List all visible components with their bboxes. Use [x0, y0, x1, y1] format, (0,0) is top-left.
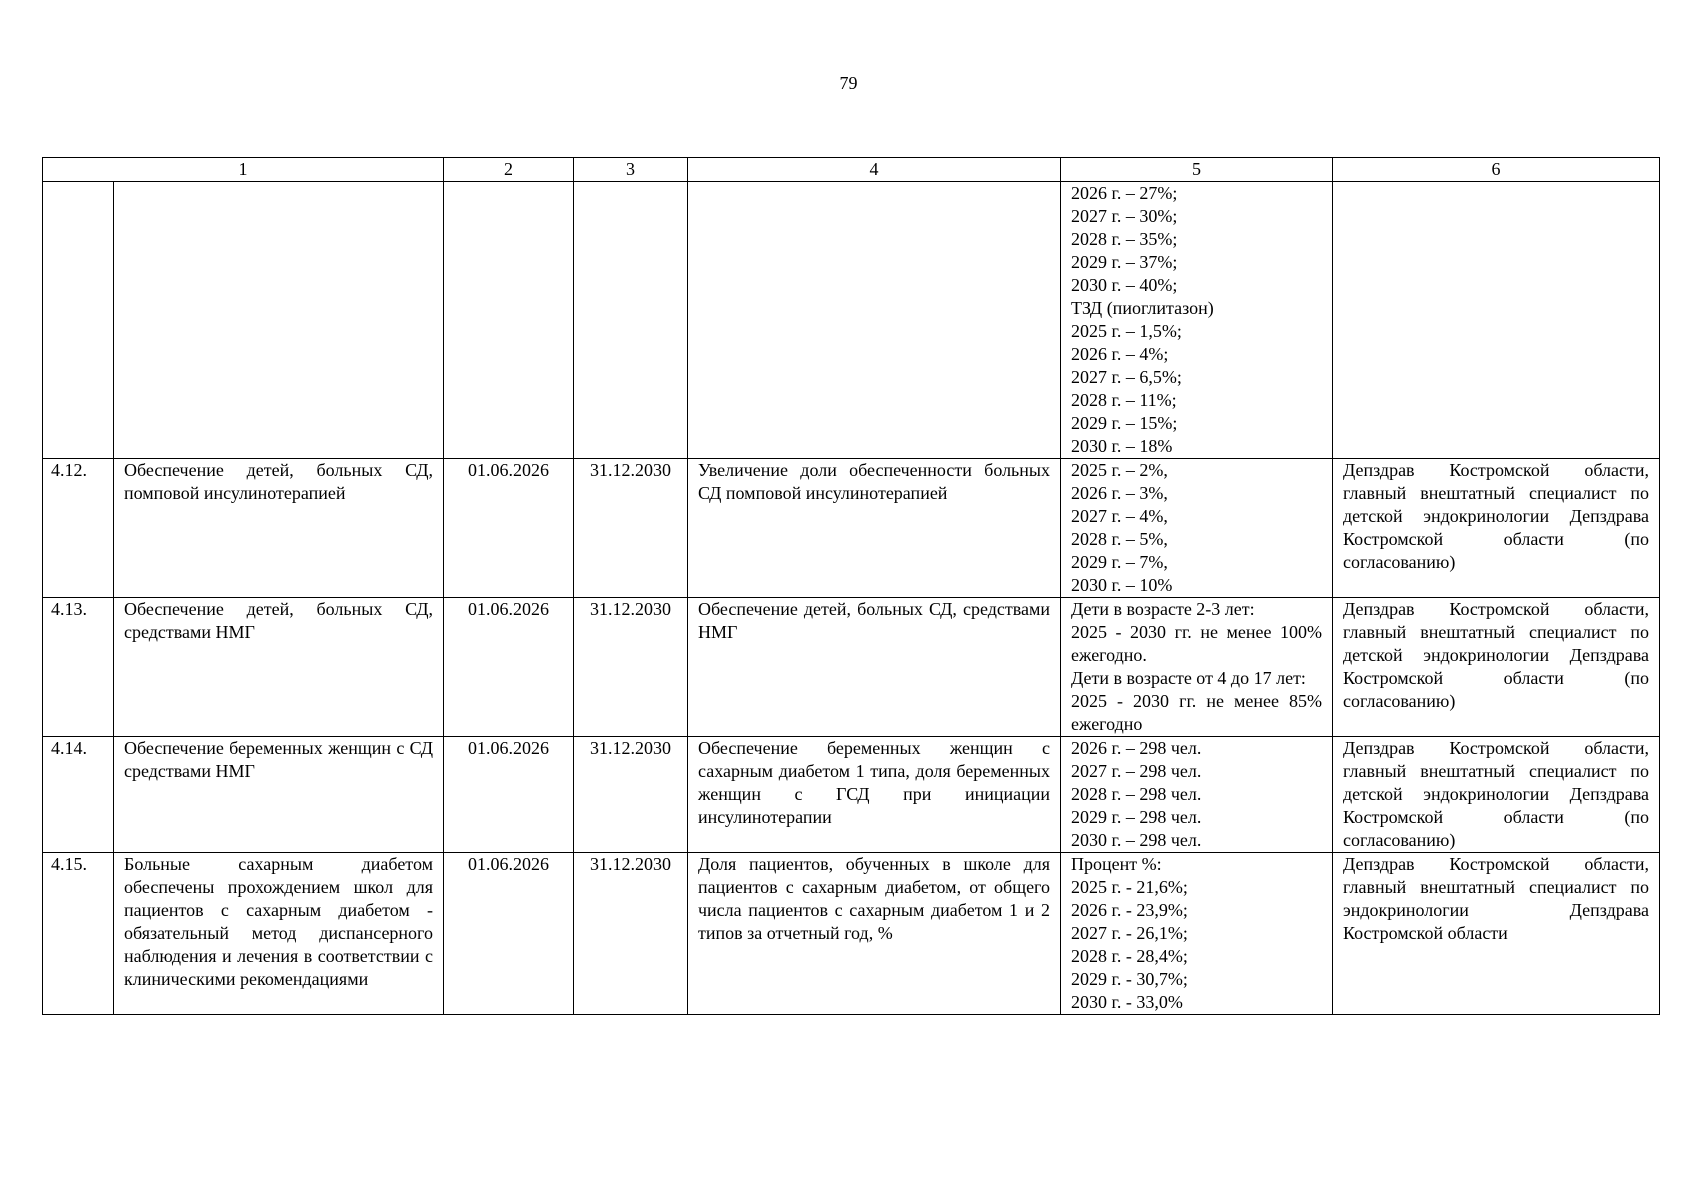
start-date: 01.06.2026 — [444, 737, 574, 853]
cell-num — [43, 182, 114, 459]
header-col-5: 5 — [1061, 158, 1333, 182]
table-row — [43, 737, 1660, 853]
end-date: 31.12.2030 — [574, 598, 688, 737]
table-row — [43, 853, 1660, 1015]
row-number: 4.13. — [43, 598, 114, 737]
target-line: 2030 г. – 40%; — [1071, 275, 1178, 295]
end-date: 31.12.2030 — [574, 737, 688, 853]
header-col-1: 1 — [43, 158, 444, 182]
measure-name: Больные сахарным диабетом обеспечены прохождением школ для пациентов с сахарным диабетом - обязательный метод диспансерного наблюдения и лечения в соответствии с клиническими рекомендациями — [114, 853, 444, 1015]
responsible: Депздрав Костромской области, главный внештатный специалист по детской эндокринологии Депздрава Костромской области (по согласованию) — [1333, 598, 1660, 737]
row-number: 4.14. — [43, 737, 114, 853]
measure-name: Обеспечение беременных женщин с СД средствами НМГ — [114, 737, 444, 853]
cell-end — [574, 182, 688, 459]
target-values: 2026 г. – 298 чел. 2027 г. – 298 чел. 2028 г. – 298 чел. 2029 г. – 298 чел. 2030 г. – 298 чел. — [1061, 737, 1333, 853]
column-number-header — [43, 158, 1660, 182]
measures-table — [42, 157, 1660, 1015]
end-date: 31.12.2030 — [574, 459, 688, 598]
expected-result: Доля пациентов, обученных в школе для пациентов с сахарным диабетом, от общего числа пациентов с сахарным диабетом 1 и 2 типов за отчетный год, % — [688, 853, 1061, 1015]
target-line: 2029 г. – 15%; — [1071, 413, 1178, 433]
row-number: 4.15. — [43, 853, 114, 1015]
target-line: 2028 г. – 35%; — [1071, 229, 1178, 249]
start-date: 01.06.2026 — [444, 459, 574, 598]
responsible: Депздрав Костромской области, главный внештатный специалист по детской эндокринологии Депздрава Костромской области (по согласованию) — [1333, 459, 1660, 598]
target-line: 2025 г. – 1,5%; — [1071, 321, 1182, 341]
end-date: 31.12.2030 — [574, 853, 688, 1015]
header-col-4: 4 — [688, 158, 1061, 182]
responsible: Депздрав Костромской области, главный внештатный специалист по эндокринологии Депздрава Костромской области — [1333, 853, 1660, 1015]
row-number: 4.12. — [43, 459, 114, 598]
expected-result: Обеспечение беременных женщин с сахарным диабетом 1 типа, доля беременных женщин с ГСД при инициации инсулинотерапии — [688, 737, 1061, 853]
target-values: 2025 г. – 2%, 2026 г. – 3%, 2027 г. – 4%, 2028 г. – 5%, 2029 г. – 7%, 2030 г. – 10% — [1061, 459, 1333, 598]
measure-name: Обеспечение детей, больных СД, помповой инсулинотерапией — [114, 459, 444, 598]
cell-responsible — [1333, 182, 1660, 459]
target-values: Дети в возрасте 2-3 лет: 2025 - 2030 гг. не менее 100% ежегодно. Дети в возрасте от 4 до 17 лет: 2025 - 2030 гг. не менее 85% ежегодно — [1061, 598, 1333, 737]
target-line: 2030 г. – 18% — [1071, 436, 1173, 456]
cell-targets — [1061, 182, 1333, 459]
target-line: 2029 г. – 37%; — [1071, 252, 1178, 272]
continuation-row — [43, 182, 1660, 459]
target-line: 2026 г. – 4%; — [1071, 344, 1169, 364]
start-date: 01.06.2026 — [444, 598, 574, 737]
header-col-2: 2 — [444, 158, 574, 182]
target-line: 2028 г. – 11%; — [1071, 390, 1177, 410]
header-col-3: 3 — [574, 158, 688, 182]
expected-result: Увеличение доли обеспеченности больных СД помповой инсулинотерапией — [688, 459, 1061, 598]
header-col-6: 6 — [1333, 158, 1660, 182]
start-date: 01.06.2026 — [444, 853, 574, 1015]
target-line: 2027 г. – 30%; — [1071, 206, 1178, 226]
target-line: 2027 г. – 6,5%; — [1071, 367, 1182, 387]
target-values: Процент %: 2025 г. - 21,6%; 2026 г. - 23,9%; 2027 г. - 26,1%; 2028 г. - 28,4%; 2029 г. - 30,7%; 2030 г. - 33,0% — [1061, 853, 1333, 1015]
page-number: 79 — [839, 73, 858, 93]
expected-result: Обеспечение детей, больных СД, средствами НМГ — [688, 598, 1061, 737]
target-line: 2026 г. – 27%; — [1071, 183, 1178, 203]
cell-start — [444, 182, 574, 459]
table-row — [43, 598, 1660, 737]
cell-result — [688, 182, 1061, 459]
target-line: ТЗД (пиоглитазон) — [1071, 298, 1214, 318]
responsible: Депздрав Костромской области, главный внештатный специалист по детской эндокринологии Депздрава Костромской области (по согласованию) — [1333, 737, 1660, 853]
table-row — [43, 459, 1660, 598]
measure-name: Обеспечение детей, больных СД, средствами НМГ — [114, 598, 444, 737]
cell-name — [114, 182, 444, 459]
